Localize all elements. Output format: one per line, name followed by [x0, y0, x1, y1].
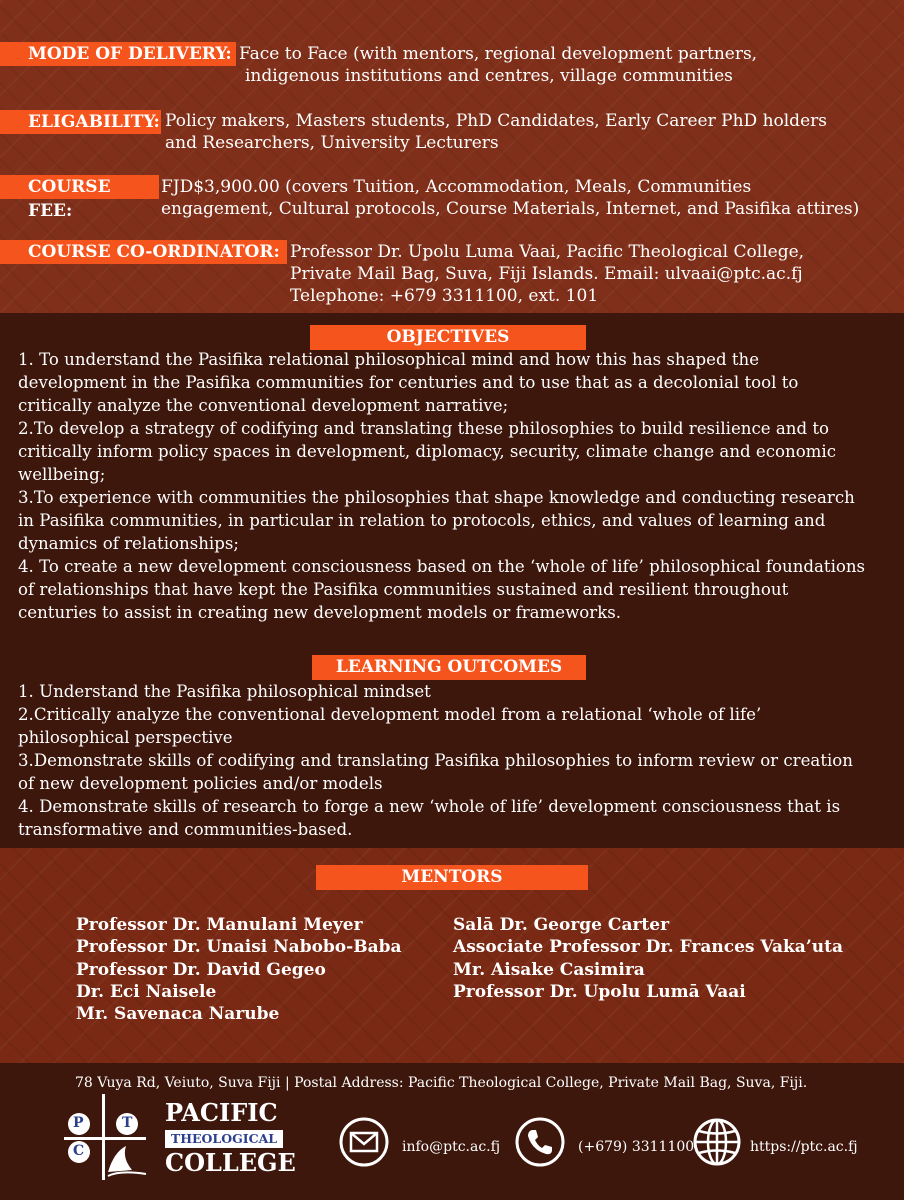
mentor-name: Professor Dr. Manulani Meyer [76, 915, 363, 935]
eligibility-line: Policy makers, Masters students, PhD Candidates, Early Career PhD holders [165, 111, 827, 131]
objectives-list [18, 348, 888, 624]
eligibility-line: and Researchers, University Lecturers [165, 133, 499, 153]
mentors-left-column [76, 914, 402, 1025]
outcome-line: transformative and communities-based. [18, 820, 353, 839]
mentor-name: Salā Dr. George Carter [453, 915, 670, 935]
objectives-heading: OBJECTIVES [310, 325, 586, 350]
objective-line: of relationships that have kept the Pasifika communities sustained and resilient throughout [18, 580, 789, 599]
fee-label: COURSE FEE: [0, 175, 159, 199]
objective-line: 2.To develop a strategy of codifying and translating these philosophies to build resilience and to [18, 419, 830, 438]
delivery-line: indigenous institutions and centres, village communities [245, 66, 733, 86]
phone-number[interactable]: (+679) 3311100 [578, 1139, 695, 1155]
mentor-name: Mr. Savenaca Narube [76, 1004, 280, 1025]
objective-line: 3.To experience with communities the philosophies that shape knowledge and conducting research [18, 488, 855, 507]
fee-line: engagement, Cultural protocols, Course Materials, Internet, and Pasifika attires) [161, 199, 860, 219]
coordinator-value [290, 241, 804, 307]
globe-icon [692, 1117, 742, 1167]
objective-line: in Pasifika communities, in particular in relation to protocols, ethics, and values of learning and [18, 511, 826, 530]
ptc-letter-p: P [73, 1115, 84, 1131]
mentor-name: Professor Dr. Unaisi Nabobo-Baba [76, 937, 402, 958]
outcome-line: 1. Understand the Pasifika philosophical mindset [18, 682, 431, 701]
postal-address: 78 Vuya Rd, Veiuto, Suva Fiji | Postal Address: Pacific Theological College, Private Mail Bag, Suva, Fiji. [75, 1075, 808, 1091]
fee-value [161, 176, 859, 220]
delivery-line: Face to Face (with mentors, regional development partners, [239, 44, 758, 64]
objective-line: dynamics of relationships; [18, 534, 239, 553]
coordinator-label: COURSE CO-ORDINATOR: [0, 240, 287, 264]
ptc-logo [62, 1094, 296, 1180]
logo-theological: THEOLOGICAL [165, 1130, 283, 1148]
delivery-label: MODE OF DELIVERY: [0, 42, 236, 66]
fee-line: FJD$3,900.00 (covers Tuition, Accommodation, Meals, Communities [161, 177, 752, 197]
objective-line: centuries to assist in creating new development models or frameworks. [18, 603, 622, 622]
outcome-line: 3.Demonstrate skills of codifying and translating Pasifika philosophies to inform review or creation [18, 751, 853, 770]
email-icon [339, 1117, 389, 1167]
mentor-name: Professor Dr. David Gegeo [76, 959, 326, 980]
objective-line: development in the Pasifika communities for centuries and to use that as a decolonial tool to [18, 373, 799, 392]
coordinator-line: Telephone: +679 3311100, ext. 101 [290, 286, 599, 306]
outcome-line: 2.Critically analyze the conventional development model from a relational ‘whole of life’ [18, 705, 762, 724]
objective-line: critically analyze the conventional development narrative; [18, 396, 509, 415]
email-link[interactable]: info@ptc.ac.fj [402, 1139, 501, 1155]
mentors-right-column [453, 914, 843, 1003]
website-link[interactable]: https://ptc.ac.fj [750, 1139, 858, 1155]
objective-line: 4. To create a new development consciousness based on the ‘whole of life’ philosophical foundations [18, 557, 866, 576]
mentors-heading: MENTORS [316, 865, 588, 890]
mentor-name: Mr. Aisake Casimira [453, 959, 645, 980]
eligibility-value [165, 110, 827, 154]
outcome-line: of new development policies and/or models [18, 774, 383, 793]
outcome-line: philosophical perspective [18, 728, 233, 747]
outcomes-list [18, 680, 888, 841]
ptc-letter-t: T [122, 1115, 133, 1131]
outcome-line: 4. Demonstrate skills of research to forge a new ‘whole of life’ development consciousness that is [18, 797, 841, 816]
logo-pacific: PACIFIC [165, 1098, 278, 1127]
ptc-letter-c: C [73, 1143, 85, 1159]
ptc-emblem-icon [62, 1094, 152, 1180]
logo-college: COLLEGE [165, 1148, 296, 1177]
coordinator-line: Professor Dr. Upolu Luma Vaai, Pacific Theological College, [290, 242, 805, 262]
mentor-name: Dr. Eci Naisele [76, 981, 217, 1002]
outcomes-heading: LEARNING OUTCOMES [312, 655, 586, 680]
objective-line: 1. To understand the Pasifika relational philosophical mind and how this has shaped the [18, 350, 760, 369]
eligibility-label: ELIGABILITY: [0, 110, 161, 134]
coordinator-line: Private Mail Bag, Suva, Fiji Islands. Email: ulvaai@ptc.ac.fj [290, 264, 803, 284]
objective-line: critically inform policy spaces in development, diplomacy, security, climate change and economic [18, 442, 837, 461]
objective-line: wellbeing; [18, 465, 106, 484]
delivery-value [239, 43, 757, 87]
mentor-name: Professor Dr. Upolu Lumā Vaai [453, 981, 746, 1002]
mentor-name: Associate Professor Dr. Frances Vaka’uta [453, 937, 843, 958]
phone-icon [515, 1117, 565, 1167]
